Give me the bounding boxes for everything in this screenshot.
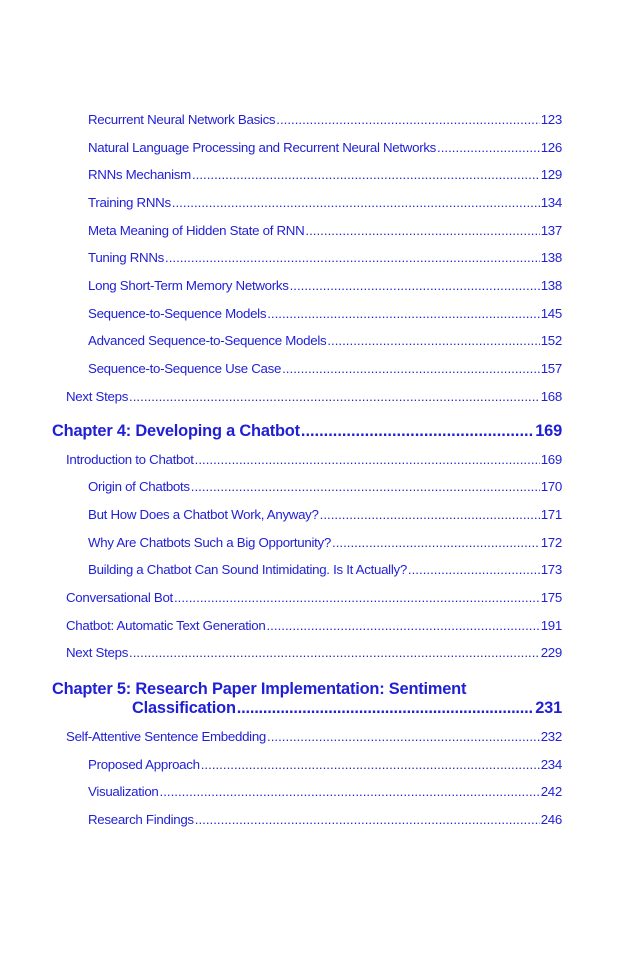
toc-entry-page: 129 <box>540 167 562 182</box>
toc-entry-page: 169 <box>540 452 562 467</box>
toc-entry-page: 126 <box>540 140 562 155</box>
toc-entry-page: 229 <box>540 645 562 660</box>
toc-entry-title: Sequence-to-Sequence Use Case <box>88 361 282 376</box>
toc-leader-dots <box>301 422 534 441</box>
toc-leader-dots <box>332 535 540 550</box>
toc-entry-title: Tuning RNNs <box>88 250 165 265</box>
toc-entry-advanced-seq2seq[interactable] <box>88 333 562 348</box>
toc-entry-seq2seq-use-case[interactable] <box>88 361 562 376</box>
toc-entry-page: 234 <box>540 757 562 772</box>
toc-entry-page: 137 <box>540 223 562 238</box>
toc-entry-title: Natural Language Processing and Recurrent Neural Networks <box>88 140 437 155</box>
toc-entry-rnn-basics[interactable] <box>88 112 562 127</box>
toc-leader-dots <box>282 361 540 376</box>
toc-entry-title: Self-Attentive Sentence Embedding <box>66 729 267 744</box>
toc-entry-page: 152 <box>540 333 562 348</box>
toc-chapter-title: Chapter 4: Developing a Chatbot <box>52 422 300 440</box>
toc-entry-next-steps-2[interactable] <box>66 645 562 660</box>
toc-leader-dots <box>437 140 540 155</box>
toc-entry-research-findings[interactable] <box>88 812 562 827</box>
toc-entry-chatbot-opportunity[interactable] <box>88 535 562 550</box>
toc-entry-title: Origin of Chatbots <box>88 479 190 494</box>
toc-leader-dots <box>195 812 540 827</box>
toc-entry-page: 168 <box>540 389 562 404</box>
toc-chapter-title-line2: Classification <box>132 699 236 717</box>
toc-leader-dots <box>191 479 540 494</box>
toc-entry-rnns-mechanism[interactable] <box>88 167 562 182</box>
toc-entry-page: 191 <box>540 618 562 633</box>
toc-entry-title: Sequence-to-Sequence Models <box>88 306 267 321</box>
toc-entry-page: 145 <box>540 306 562 321</box>
toc-entry-page: 138 <box>540 250 562 265</box>
toc-entry-next-steps[interactable] <box>66 389 562 404</box>
toc-entry-page: 123 <box>540 112 562 127</box>
toc-entry-title: Conversational Bot <box>66 590 173 605</box>
toc-leader-dots <box>305 223 539 238</box>
toc-entry-page: 157 <box>540 361 562 376</box>
toc-entry-self-attentive[interactable] <box>66 729 562 744</box>
toc-leader-dots <box>267 306 540 321</box>
toc-entry-title: Next Steps <box>66 389 129 404</box>
toc-leader-dots <box>160 784 540 799</box>
toc-entry-page: 242 <box>540 784 562 799</box>
toc-leader-dots <box>195 452 540 467</box>
toc-chapter-page: 169 <box>535 422 562 440</box>
toc-entry-title: Recurrent Neural Network Basics <box>88 112 276 127</box>
toc-leader-dots <box>174 590 540 605</box>
toc-leader-dots <box>129 645 540 660</box>
toc-entry-title: RNNs Mechanism <box>88 167 191 182</box>
toc-entry-page: 175 <box>540 590 562 605</box>
toc-entry-page: 170 <box>540 479 562 494</box>
toc-entry-proposed-approach[interactable] <box>88 757 562 772</box>
toc-leader-dots <box>290 278 540 293</box>
toc-leader-dots <box>129 389 540 404</box>
toc-entry-meta-meaning[interactable] <box>88 223 562 238</box>
toc-entry-page: 246 <box>540 812 562 827</box>
toc-leader-dots <box>408 562 540 577</box>
toc-entry-title: Training RNNs <box>88 195 171 210</box>
toc-entry-conversational-bot[interactable] <box>66 590 562 605</box>
toc-entry-training-rnns[interactable] <box>88 195 562 210</box>
toc-entry-lstm[interactable] <box>88 278 562 293</box>
toc-entry-intro-chatbot[interactable] <box>66 452 562 467</box>
toc-leader-dots <box>327 333 539 348</box>
toc-entry-page: 172 <box>540 535 562 550</box>
toc-entry-text-generation[interactable] <box>66 618 562 633</box>
toc-chapter-5[interactable] <box>52 680 562 718</box>
toc-entry-page: 138 <box>540 278 562 293</box>
toc-leader-dots <box>266 618 539 633</box>
toc-entry-title: Building a Chatbot Can Sound Intimidating. Is It Actually? <box>88 562 407 577</box>
toc-entry-seq2seq[interactable] <box>88 306 562 321</box>
toc-leader-dots <box>267 729 540 744</box>
toc-leader-dots <box>237 699 534 718</box>
toc-leader-dots <box>320 507 540 522</box>
toc-leader-dots <box>276 112 539 127</box>
toc-entry-nlp-rnn[interactable] <box>88 140 562 155</box>
toc-leader-dots <box>165 250 540 265</box>
toc-entry-page: 173 <box>540 562 562 577</box>
toc-entry-how-chatbot-works[interactable] <box>88 507 562 522</box>
toc-entry-page: 232 <box>540 729 562 744</box>
toc-entry-title: Introduction to Chatbot <box>66 452 194 467</box>
toc-chapter-page: 231 <box>535 699 562 717</box>
toc-entry-title: Visualization <box>88 784 159 799</box>
toc-entry-origin-chatbots[interactable] <box>88 479 562 494</box>
toc-entry-title: Research Findings <box>88 812 194 827</box>
toc-entry-title: Long Short-Term Memory Networks <box>88 278 289 293</box>
toc-entry-title: Chatbot: Automatic Text Generation <box>66 618 266 633</box>
toc-entry-visualization[interactable] <box>88 784 562 799</box>
toc-leader-dots <box>172 195 540 210</box>
toc-entry-building-chatbot[interactable] <box>88 562 562 577</box>
toc-entry-title: Advanced Sequence-to-Sequence Models <box>88 333 327 348</box>
toc-leader-dots <box>192 167 540 182</box>
toc-chapter-title-line2-row <box>132 699 562 718</box>
toc-leader-dots <box>201 757 540 772</box>
toc-entry-title: Next Steps <box>66 645 129 660</box>
toc-entry-title: Proposed Approach <box>88 757 200 772</box>
toc-entry-page: 171 <box>540 507 562 522</box>
toc-chapter-title-line1: Chapter 5: Research Paper Implementation: Sentiment <box>52 680 467 698</box>
toc-entry-title: Why Are Chatbots Such a Big Opportunity? <box>88 535 331 550</box>
toc-entry-title: But How Does a Chatbot Work, Anyway? <box>88 507 319 522</box>
toc-chapter-4[interactable] <box>52 422 562 441</box>
toc-entry-tuning-rnns[interactable] <box>88 250 562 265</box>
toc-entry-title: Meta Meaning of Hidden State of RNN <box>88 223 305 238</box>
toc-entry-page: 134 <box>540 195 562 210</box>
